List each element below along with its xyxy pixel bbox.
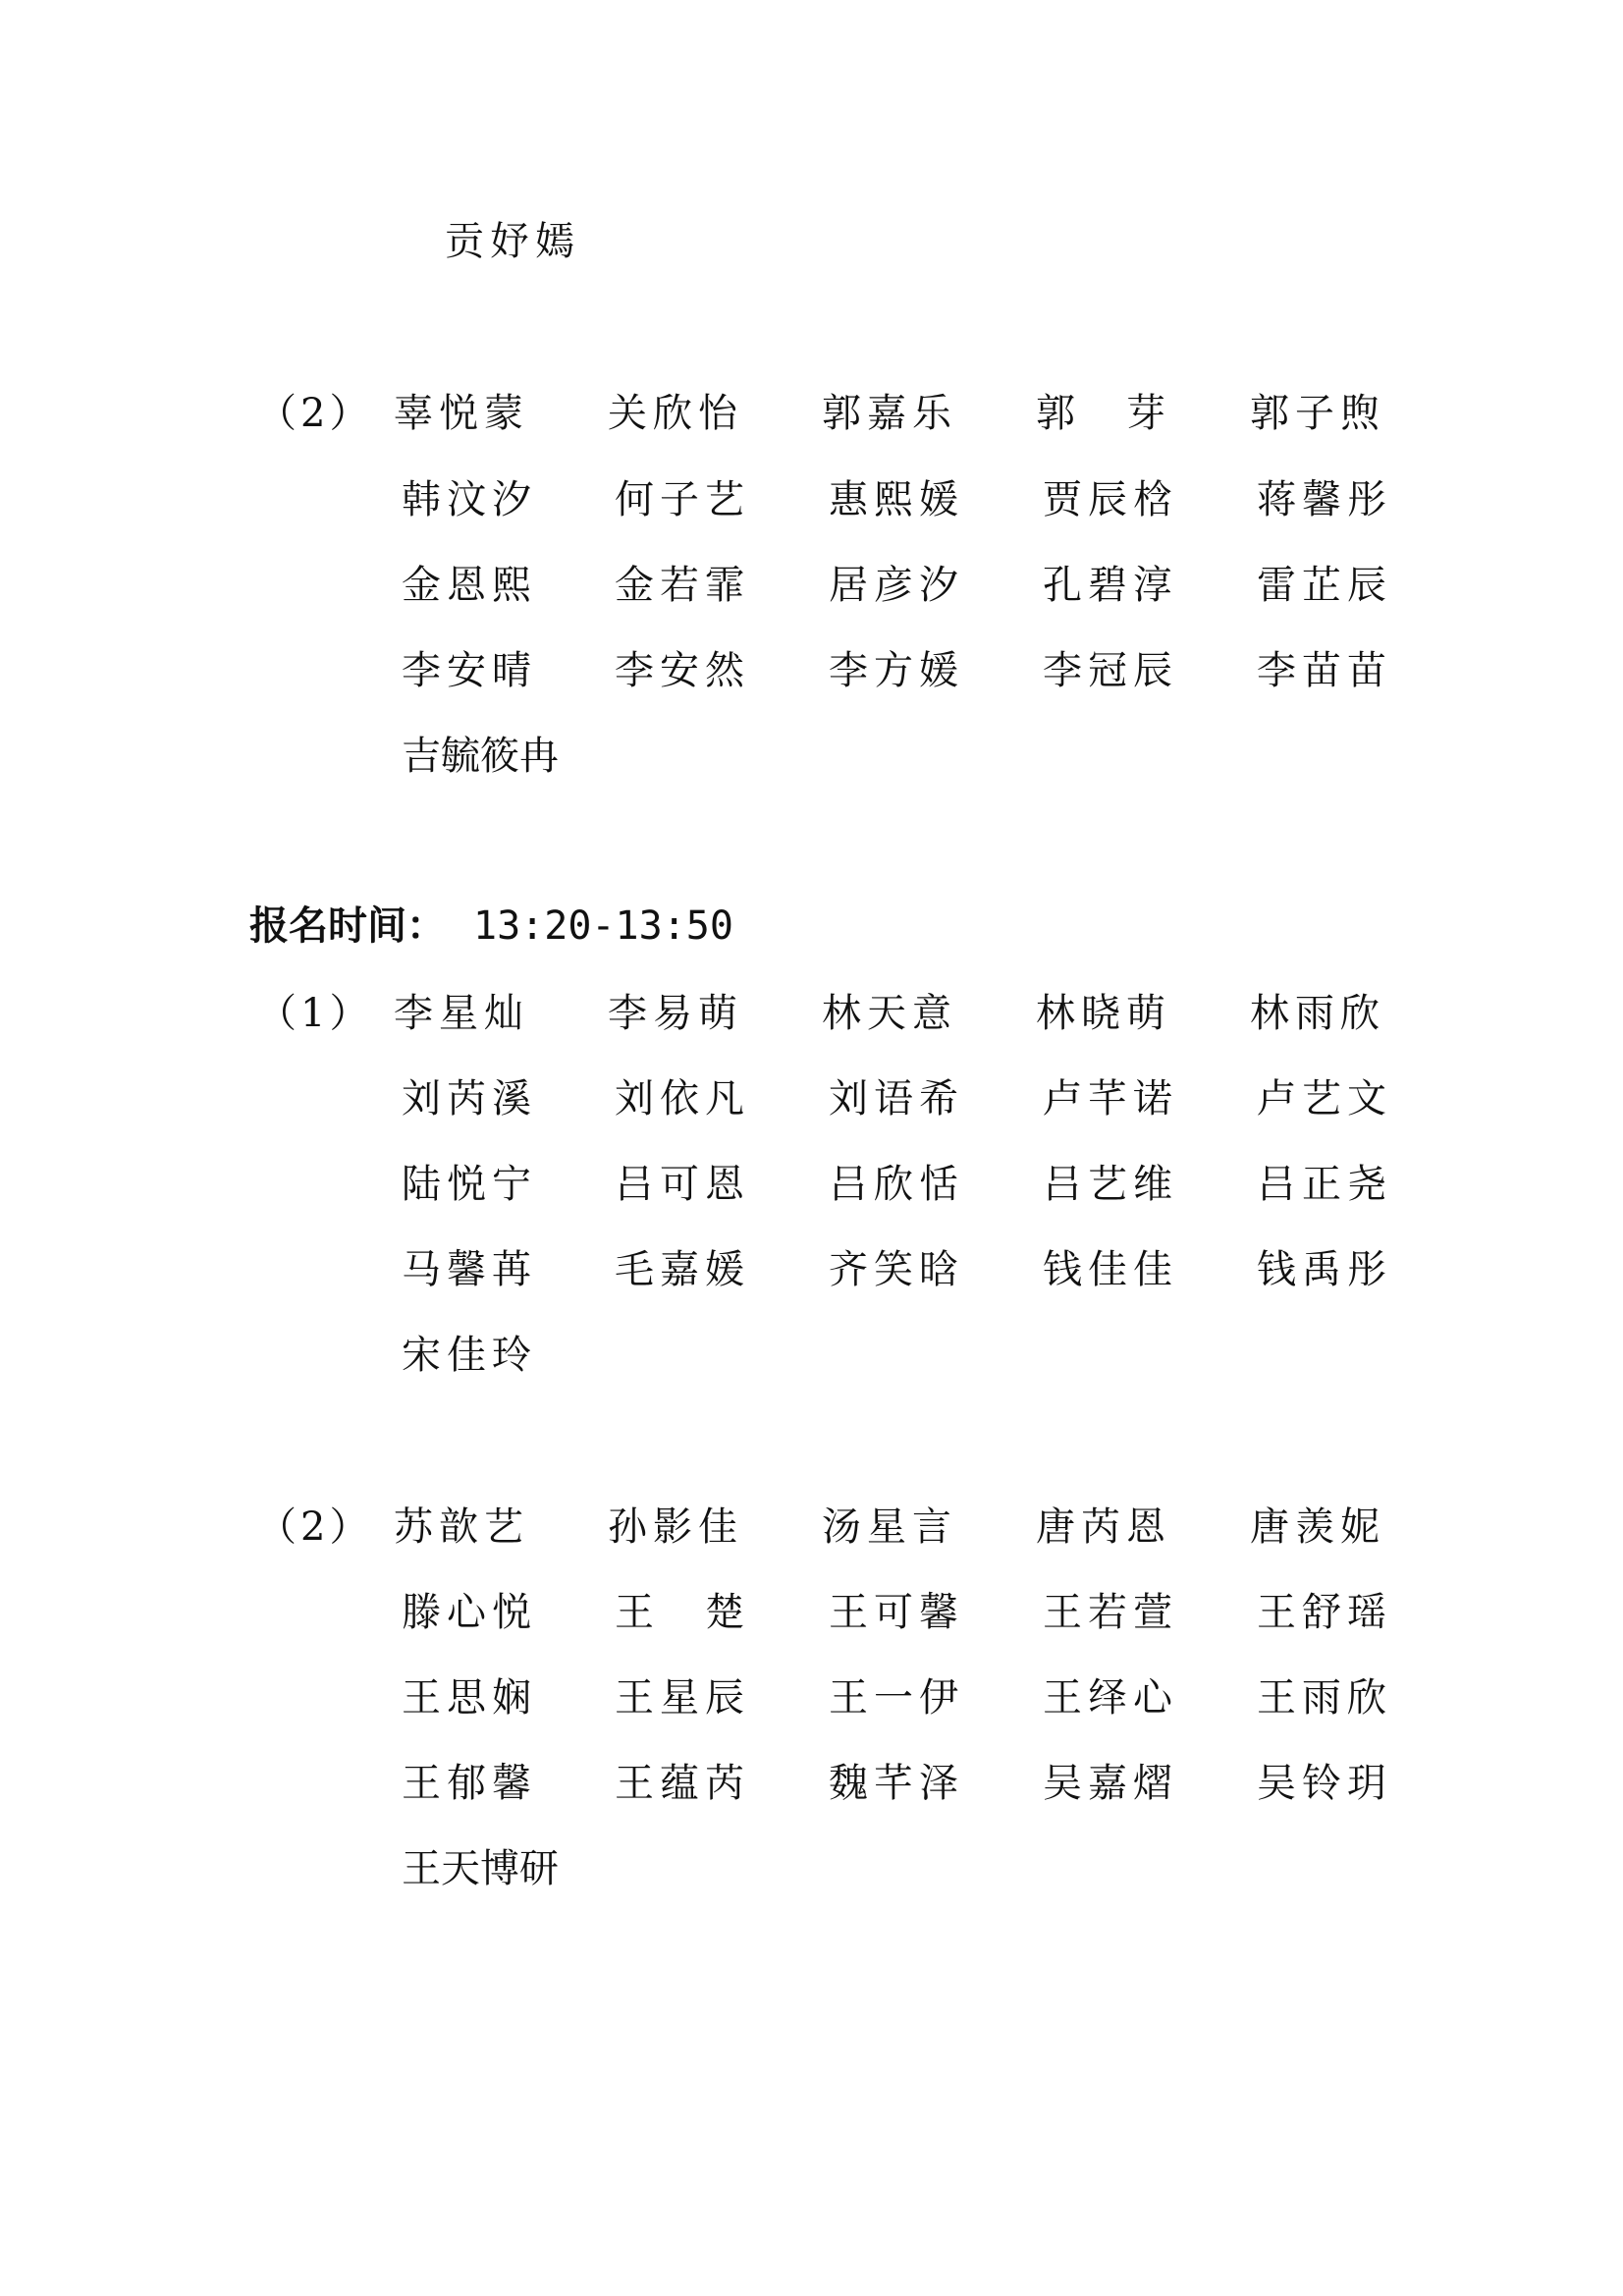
student-name: 齐笑晗 <box>829 1247 964 1292</box>
student-name: 陆悦宁 <box>402 1162 537 1207</box>
student-name: 李苗苗 <box>1257 648 1392 693</box>
student-name: 韩汶汐 <box>402 477 537 522</box>
student-name: 金若霏 <box>615 563 750 608</box>
student-name: 李冠辰 <box>1043 648 1178 693</box>
student-name: 刘语希 <box>829 1076 964 1121</box>
session-heading <box>249 902 733 950</box>
student-name: 郭嘉乐 <box>822 391 957 436</box>
student-name: 吴嘉熠 <box>1043 1761 1178 1806</box>
session-heading-label: 报名时间： <box>249 902 446 949</box>
student-name: 卢芊诺 <box>1043 1076 1178 1121</box>
student-name: 汤星言 <box>822 1504 957 1550</box>
student-name: 卢艺文 <box>1257 1076 1392 1121</box>
student-name: 林晓萌 <box>1036 991 1171 1036</box>
student-name: 王绎心 <box>1043 1675 1178 1721</box>
student-name: 何子艺 <box>615 477 750 522</box>
student-name: 王 楚 <box>615 1590 750 1635</box>
student-name: 李易萌 <box>608 991 743 1036</box>
student-name: 郭子煦 <box>1250 391 1385 436</box>
student-name: 孔碧淳 <box>1043 563 1178 608</box>
student-name: 王雨欣 <box>1257 1675 1392 1721</box>
student-name: 吕可恩 <box>615 1162 750 1207</box>
group-label-b1: （1） <box>257 991 373 1036</box>
student-name: 雷芷辰 <box>1257 563 1392 608</box>
student-name: 李方媛 <box>829 648 964 693</box>
student-name: 惠熙媛 <box>829 477 964 522</box>
student-name: 郭 芽 <box>1036 391 1171 436</box>
student-name: 李安然 <box>615 648 750 693</box>
student-name: 吕正尧 <box>1257 1162 1392 1207</box>
student-name: 居彦汐 <box>829 563 964 608</box>
student-name: 王郁馨 <box>402 1761 537 1806</box>
group-label-a2: （2） <box>257 391 373 436</box>
student-name: 毛嘉媛 <box>615 1247 750 1292</box>
student-name: 王可馨 <box>829 1590 964 1635</box>
student-name: 王蕴芮 <box>615 1761 750 1806</box>
student-name: 吉毓筱冉 <box>402 734 559 779</box>
student-name: 魏芊泽 <box>829 1761 964 1806</box>
student-name: 王舒瑶 <box>1257 1590 1392 1635</box>
student-name: 刘依凡 <box>615 1076 750 1121</box>
student-name: 蒋馨彤 <box>1257 477 1392 522</box>
student-name: 滕心悦 <box>402 1590 537 1635</box>
student-name: 唐芮恩 <box>1036 1504 1171 1550</box>
student-name: 唐羡妮 <box>1250 1504 1385 1550</box>
student-name: 吕欣恬 <box>829 1162 964 1207</box>
student-name: 王天博研 <box>402 1846 559 1891</box>
student-name: 钱禹彤 <box>1257 1247 1392 1292</box>
student-name: 金恩熙 <box>402 563 537 608</box>
student-name: 刘芮溪 <box>402 1076 537 1121</box>
student-name: 宋佳玲 <box>402 1333 537 1378</box>
student-name: 王星辰 <box>615 1675 750 1721</box>
top-name: 贡妤嫣 <box>445 219 580 264</box>
student-name: 吴铃玥 <box>1257 1761 1392 1806</box>
student-name: 王一伊 <box>829 1675 964 1721</box>
student-name: 李安晴 <box>402 648 537 693</box>
student-name: 王思娴 <box>402 1675 537 1721</box>
student-name: 林雨欣 <box>1250 991 1385 1036</box>
student-name: 钱佳佳 <box>1043 1247 1178 1292</box>
student-name: 孙影佳 <box>608 1504 743 1550</box>
student-name: 辜悦蒙 <box>394 391 529 436</box>
student-name: 王若萱 <box>1043 1590 1178 1635</box>
student-name: 李星灿 <box>394 991 529 1036</box>
student-name: 苏歆艺 <box>394 1504 529 1550</box>
group-label-b2: （2） <box>257 1504 373 1550</box>
student-name: 林天意 <box>822 991 957 1036</box>
student-name: 关欣怡 <box>608 391 743 436</box>
student-name: 吕艺维 <box>1043 1162 1178 1207</box>
student-name: 贾辰梒 <box>1043 477 1178 522</box>
student-name: 马馨苒 <box>402 1247 537 1292</box>
session-time: 13:20-13:50 <box>473 903 733 949</box>
